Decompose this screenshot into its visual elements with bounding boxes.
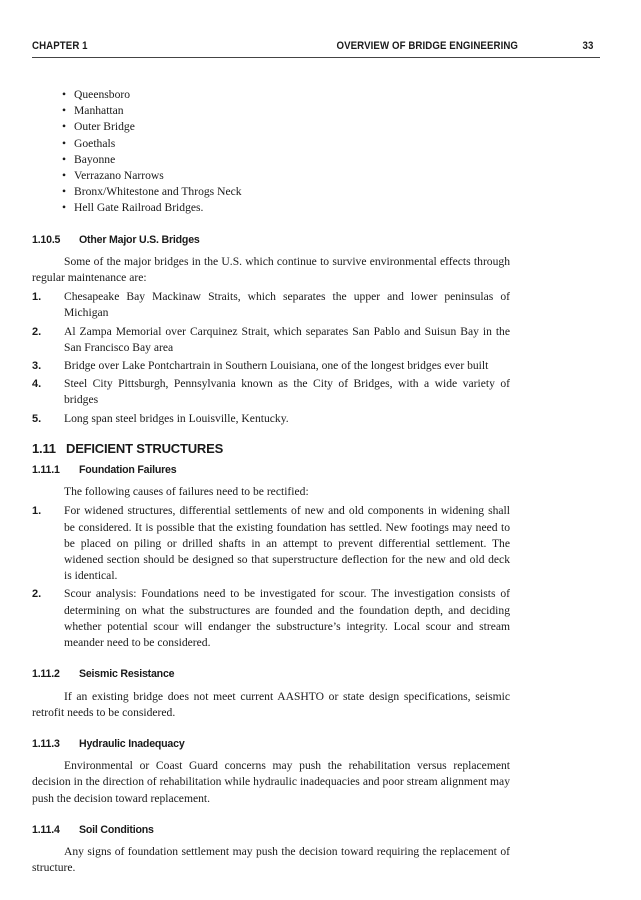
list-item: • Queensboro [62, 88, 131, 101]
list-item: 4. Steel City Pittsburgh, Pennsylvania known as the City of Bridges, with a wide variety of bridges [32, 377, 510, 407]
page-number: 33 [582, 40, 594, 52]
list-item: 2. Scour analysis: Foundations need to be investigated for scour. The investigation consists of determining on what the substructures are founded and the foundation depth, and deciding whether potential scour will endanger the substructure’s integrity. Local scour and stream meander need to be considered. [32, 587, 510, 650]
page-body [32, 87, 510, 876]
major-bridges-list [32, 289, 510, 427]
section-1-11-4-body: Any signs of foundation settlement may push the decision toward requiring the replacement of structure. [32, 844, 510, 875]
list-item: • Verrazano Narrows [62, 169, 164, 183]
list-item: 3. Bridge over Lake Pontchartrain in Southern Louisiana, one of the longest bridges ever built [32, 359, 489, 373]
list-item: 2. Al Zampa Memorial over Carquinez Strait, which separates San Pablo and Suisun Bay in the San Francisco Bay area [32, 324, 510, 354]
list-item: • Outer Bridge [62, 120, 135, 134]
chapter-title: OVERVIEW OF BRIDGE ENGINEERING [336, 40, 519, 52]
section-1-11-2-body: If an existing bridge does not meet current AASHTO or state design specifications, seismic retrofit needs to be considered. [32, 689, 510, 719]
list-item: • Hell Gate Railroad Bridges. [62, 201, 204, 215]
list-item: • Goethals [62, 136, 116, 150]
section-heading-1-11: 1.11 DEFICIENT STRUCTURES [32, 440, 224, 456]
list-item: • Bronx/Whitestone and Throgs Neck [62, 185, 242, 199]
section-1-11-1-intro: The following causes of failures need to be rectified: [64, 485, 309, 499]
section-heading-1-10-5: 1.10.5 Other Major U.S. Bridges [32, 233, 200, 246]
running-head [32, 40, 594, 56]
failure-causes-list [32, 503, 510, 651]
list-item: • Bayonne [62, 152, 116, 166]
list-item: 1. Chesapeake Bay Mackinaw Straits, which separates the upper and lower peninsulas of Michigan [32, 290, 510, 320]
list-item: 5. Long span steel bridges in Louisville, Kentucky. [32, 411, 289, 425]
section-heading-1-11-1: 1.11.1 Foundation Failures [32, 464, 177, 477]
list-item: • Manhattan [62, 104, 124, 118]
section-heading-1-11-2: 1.11.2 Seismic Resistance [32, 668, 175, 681]
header-rule [32, 57, 600, 58]
section-heading-1-11-4: 1.11.4 Soil Conditions [32, 823, 154, 836]
list-item: 1. For widened structures, differential settlements of new and old components in widening shall be considered. It is possible that the existing foundation has settled. New footings may need to be placed on piling or drilled shafts in an attempt to prevent differential settlement. The widened section should be designed so that superstructure deflection for the new and old deck is identical. [32, 504, 510, 583]
section-1-10-5-intro: Some of the major bridges in the U.S. which continue to survive environmental effects through regular maintenance are: [32, 254, 510, 285]
chapter-label: CHAPTER 1 [32, 40, 88, 52]
section-1-11-3-body: Environmental or Coast Guard concerns may push the rehabilitation versus replacement decision in the direction of rehabilitation while hydraulic inadequacies and poor stream alignment may push the decision toward replacement. [32, 759, 510, 805]
bridge-bullet-list [32, 87, 510, 217]
section-heading-1-11-3: 1.11.3 Hydraulic Inadequacy [32, 737, 185, 750]
